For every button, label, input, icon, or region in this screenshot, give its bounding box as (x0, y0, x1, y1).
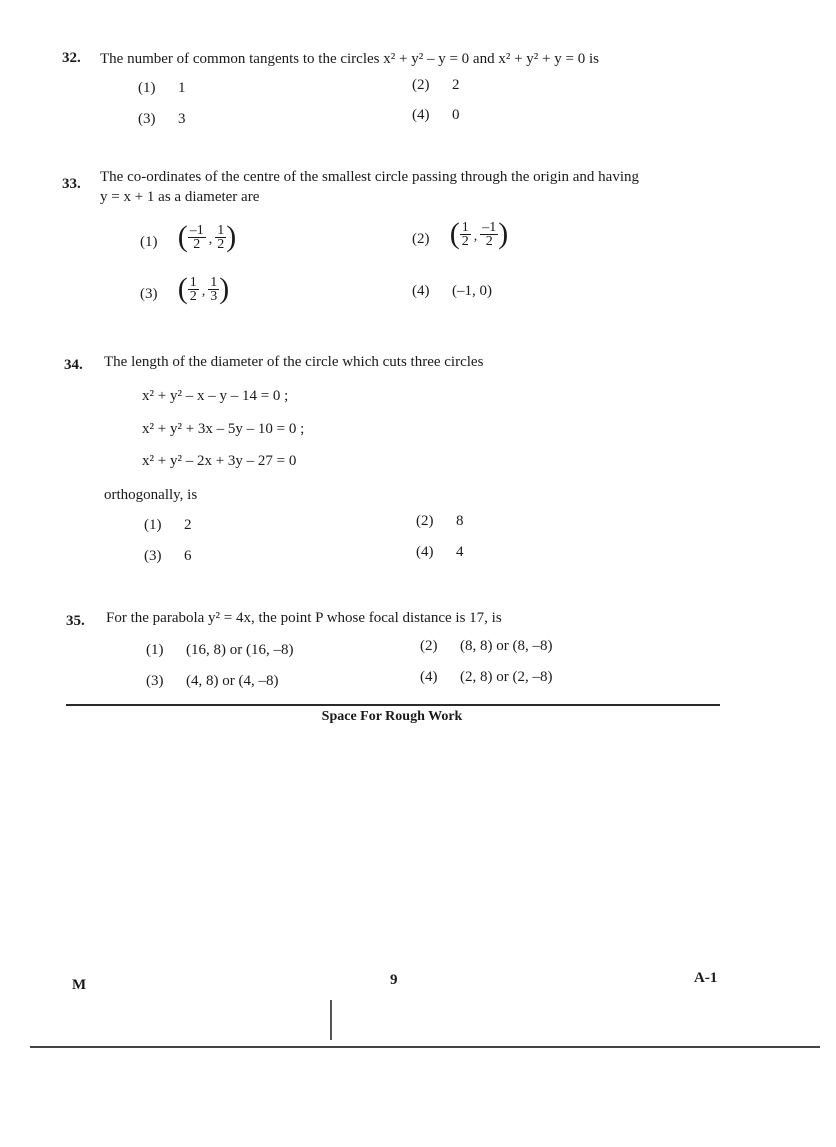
q35-option-4 (420, 669, 552, 686)
rough-work-label: Space For Rough Work (321, 709, 463, 724)
footer-left-mark: M (72, 977, 87, 993)
q34-equation-1: x² + y² – x – y – 14 = 0 ; (142, 388, 289, 404)
option-number: (4) (412, 283, 430, 299)
fraction-denominator: 2 (461, 233, 469, 249)
fraction-numerator: 1 (210, 274, 218, 290)
rough-work-divider (66, 704, 720, 706)
fraction-numerator: –1 (189, 222, 204, 238)
option-number: (1) (138, 80, 156, 96)
q35-option-1 (146, 642, 293, 659)
option-text: (16, 8) or (16, –8) (186, 642, 294, 658)
option-number: (2) (420, 638, 438, 654)
option-text: 6 (184, 548, 192, 564)
option-number: (4) (412, 107, 430, 123)
q34-equation-2: x² + y² + 3x – 5y – 10 = 0 ; (142, 421, 305, 437)
option-text: (2, 8) or (2, –8) (460, 669, 553, 685)
option-text: 2 (184, 517, 192, 533)
q33-line-1: The co-ordinates of the centre of the smallest circle passing through the origin and having (100, 169, 639, 185)
option-number: (3) (140, 286, 158, 302)
q35-number: 35. (66, 613, 85, 629)
q34-option-2 (416, 513, 464, 530)
q34-text: The length of the diameter of the circle which cuts three circles (104, 354, 484, 370)
q33-text (100, 167, 639, 207)
q33-option-2: (2) ( $\frac{1}{2}$ , $\frac{-1}{2}$ ) (412, 217, 509, 250)
option-text: (8, 8) or (8, –8) (460, 638, 553, 654)
bottom-edge-line (30, 1046, 820, 1048)
option-number: (2) (412, 77, 430, 93)
q33-option-1: (1) ( $\frac{-1}{2}$ , $\frac{1}{2}$ ) (140, 220, 237, 253)
option-number: (2) (416, 513, 434, 529)
q33-option-4 (412, 283, 492, 300)
fraction-numerator: 1 (217, 222, 225, 238)
option-number: (4) (420, 669, 438, 685)
q32-number: 32. (62, 50, 81, 66)
option-text: (4, 8) or (4, –8) (186, 673, 279, 689)
q32-option-1 (138, 80, 186, 97)
q33-option-3: (3) ( $\frac{1}{2}$ , $\frac{1}{3}$ ) (140, 272, 230, 305)
option-number: (3) (146, 673, 164, 689)
q35-option-3 (146, 673, 278, 690)
page-number: 9 (390, 972, 398, 988)
option-number: (1) (140, 234, 158, 250)
option-text: 3 (178, 111, 186, 127)
option-number: (1) (146, 642, 164, 658)
paper-code: A-1 (694, 970, 718, 986)
q34-option-1 (144, 517, 192, 534)
q32-text: The number of common tangents to the circles x² + y² – y = 0 and x² + y² + y = 0 is (100, 51, 599, 67)
q34-number: 34. (64, 357, 83, 373)
fraction-denominator: 2 (217, 236, 225, 252)
option-number: (4) (416, 544, 434, 560)
q35-text: For the parabola y² = 4x, the point P whose focal distance is 17, is (106, 610, 502, 626)
fraction-denominator: 2 (193, 236, 201, 252)
fraction-numerator: 1 (189, 274, 197, 290)
fraction-numerator: 1 (461, 219, 469, 235)
q34-option-3 (144, 548, 192, 565)
q34-equation-3: x² + y² – 2x + 3y – 27 = 0 (142, 453, 297, 469)
option-text: (–1, 0) (452, 283, 492, 299)
option-number: (2) (412, 231, 430, 247)
q34-tail: orthogonally, is (104, 487, 198, 503)
fraction-numerator: –1 (482, 219, 497, 235)
q35-option-2 (420, 638, 552, 655)
q34-option-4 (416, 544, 464, 561)
option-number: (3) (138, 111, 156, 127)
option-text: 2 (452, 77, 460, 93)
q33-line-2: y = x + 1 as a diameter are (100, 189, 260, 205)
scan-mark (330, 1000, 332, 1040)
q32-option-2 (412, 77, 460, 94)
option-number: (3) (144, 548, 162, 564)
option-text: 0 (452, 107, 460, 123)
fraction-denominator: 3 (210, 288, 218, 304)
option-text: 4 (456, 544, 464, 560)
option-number: (1) (144, 517, 162, 533)
q32-option-3 (138, 111, 186, 128)
option-text: 1 (178, 80, 186, 96)
fraction-denominator: 2 (189, 288, 197, 304)
fraction-denominator: 2 (485, 233, 493, 249)
option-text: 8 (456, 513, 464, 529)
q33-number: 33. (62, 176, 81, 192)
q32-option-4 (412, 107, 460, 124)
